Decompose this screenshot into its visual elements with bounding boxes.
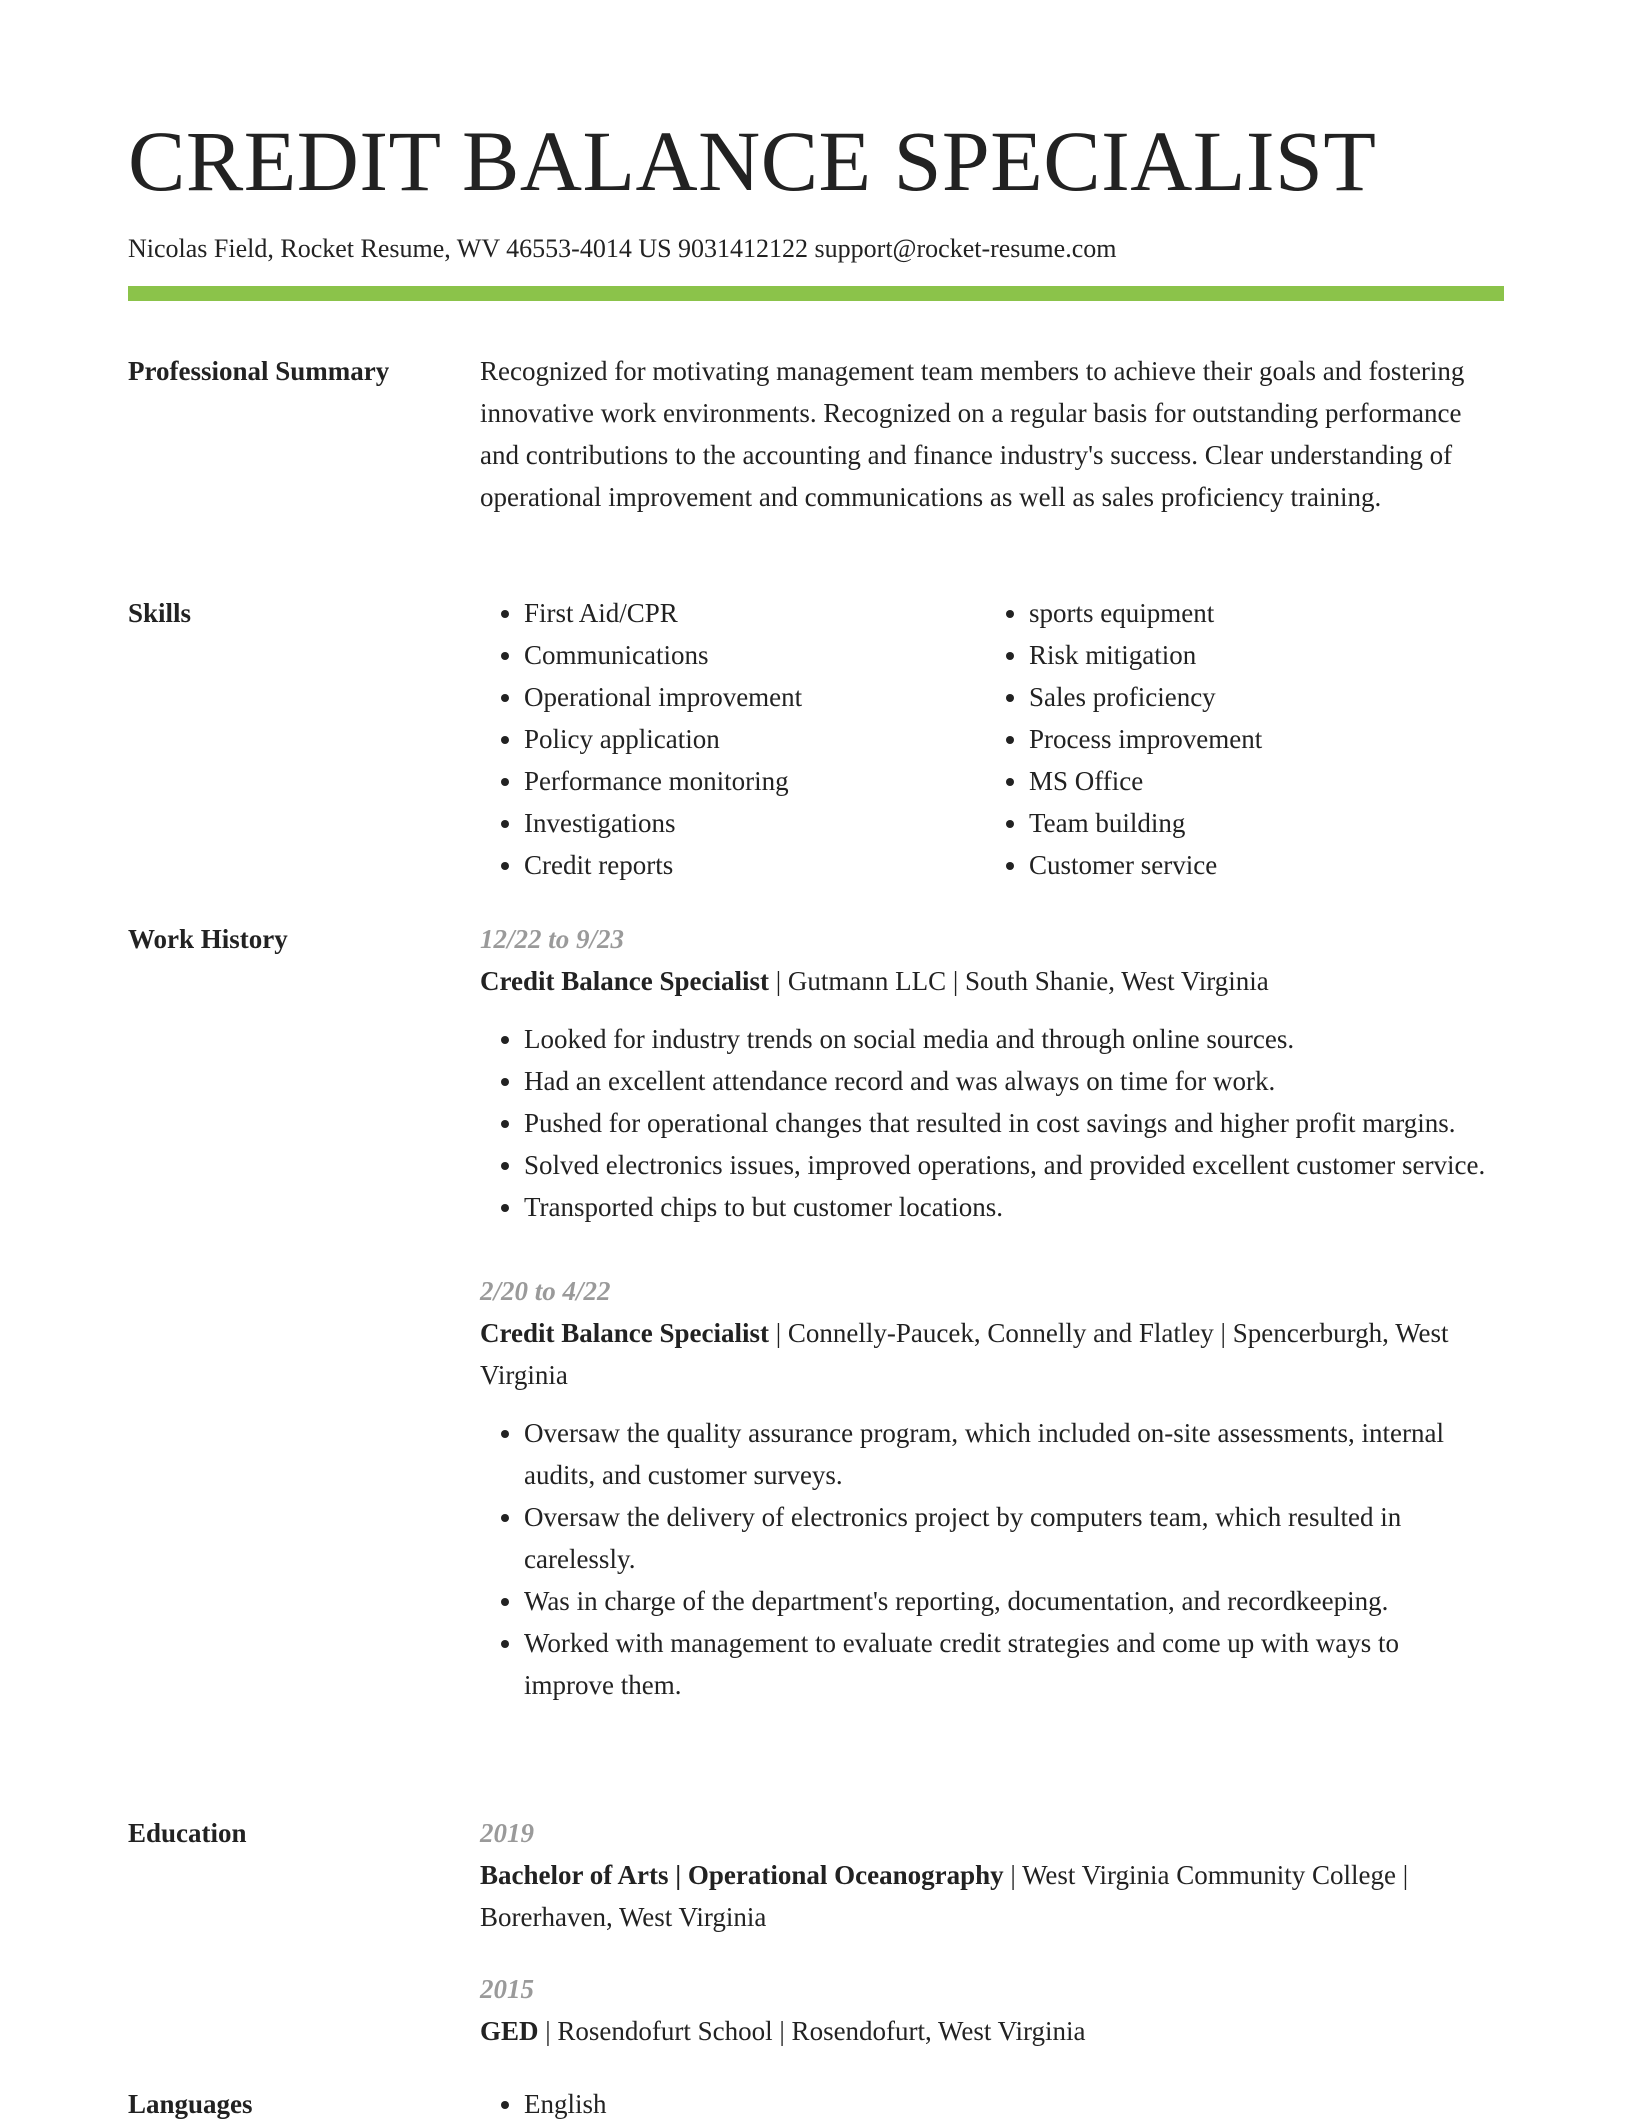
job-heading bbox=[480, 960, 1490, 1002]
education-content bbox=[480, 1812, 1490, 2082]
job-bullet: • Looked for industry trends on social media and through online sources. bbox=[524, 1018, 1490, 1060]
skill-item: • Sales proficiency bbox=[1029, 676, 1446, 718]
job-bullet: • Had an excellent attendance record and was always on time for work. bbox=[524, 1060, 1490, 1102]
job-bullet: • Worked with management to evaluate credit strategies and come up with ways to improve them. bbox=[524, 1622, 1490, 1706]
education-school-details: | West Virginia Community College | Borerhaven, West Virginia bbox=[480, 1860, 1409, 1932]
job-employer-details: | Gutmann LLC | South Shanie, West Virginia bbox=[768, 966, 1269, 996]
language-item: • English bbox=[524, 2083, 1490, 2125]
contact-line: Nicolas Field, Rocket Resume, WV 46553-4014 US 9031412122 support@rocket-resume.com bbox=[128, 234, 1117, 263]
accent-divider bbox=[128, 286, 1504, 301]
section-label-languages: Languages bbox=[128, 2089, 253, 2119]
skill-item: • Investigations bbox=[524, 802, 941, 844]
job-bullet: • Oversaw the delivery of electronics project by computers team, which resulted in carelessly. bbox=[524, 1496, 1490, 1580]
job-bullet: • Was in charge of the department's reporting, documentation, and recordkeeping. bbox=[524, 1580, 1490, 1622]
summary-content bbox=[480, 350, 1490, 518]
job-title: Credit Balance Specialist bbox=[480, 966, 769, 996]
summary-text: Recognized for motivating management team members to achieve their goals and fostering innovative work environments. Recognized on a regular basis for outstanding performance and contributions to the accounting and finance industry's success. Clear understanding of operational improvement and communications as well as sales proficiency training. bbox=[480, 356, 1465, 512]
education-entry bbox=[480, 1812, 1490, 1938]
work-history-content bbox=[480, 918, 1490, 1748]
education-school-details: | Rosendofurt School | Rosendofurt, West Virginia bbox=[538, 2016, 1086, 2046]
job-date: 12/22 to 9/23 bbox=[480, 924, 625, 954]
skills-content bbox=[480, 592, 1490, 886]
job-bullets bbox=[480, 1018, 1490, 1228]
skill-item: • sports equipment bbox=[1029, 592, 1446, 634]
skill-item: • Team building bbox=[1029, 802, 1446, 844]
job-bullet: • Pushed for operational changes that resulted in cost savings and higher profit margins. bbox=[524, 1102, 1490, 1144]
job-entry bbox=[480, 918, 1490, 1228]
education-degree: Bachelor of Arts | Operational Oceanography bbox=[480, 1860, 1004, 1890]
skills-column-1 bbox=[480, 592, 941, 886]
skill-item: • First Aid/CPR bbox=[524, 592, 941, 634]
skill-item: • MS Office bbox=[1029, 760, 1446, 802]
job-entry bbox=[480, 1270, 1490, 1706]
section-label-skills: Skills bbox=[128, 598, 192, 628]
skills-column-2 bbox=[985, 592, 1446, 886]
skill-item: • Process improvement bbox=[1029, 718, 1446, 760]
skill-item: • Policy application bbox=[524, 718, 941, 760]
skill-item: • Risk mitigation bbox=[1029, 634, 1446, 676]
languages-list bbox=[480, 2083, 1490, 2125]
skill-item: • Credit reports bbox=[524, 844, 941, 886]
job-title: Credit Balance Specialist bbox=[480, 1318, 769, 1348]
languages-content bbox=[480, 2083, 1490, 2125]
education-year: 2015 bbox=[480, 1974, 534, 2004]
section-label-summary: Professional Summary bbox=[128, 356, 390, 386]
job-bullet: • Transported chips to but customer locations. bbox=[524, 1186, 1490, 1228]
education-entry bbox=[480, 1968, 1490, 2052]
job-employer-details: | Connelly-Paucek, Connelly and Flatley | Spencerburgh, West Virginia bbox=[480, 1318, 1449, 1390]
job-bullet: • Solved electronics issues, improved operations, and provided excellent customer service. bbox=[524, 1144, 1490, 1186]
job-bullets bbox=[480, 1412, 1490, 1706]
section-label-education: Education bbox=[128, 1818, 247, 1848]
education-degree: GED bbox=[480, 2016, 539, 2046]
section-label-work-history: Work History bbox=[128, 924, 288, 954]
resume-title: CREDIT BALANCE SPECIALIST bbox=[128, 113, 1377, 209]
job-date: 2/20 to 4/22 bbox=[480, 1276, 611, 1306]
skill-item: • Operational improvement bbox=[524, 676, 941, 718]
skill-item: • Customer service bbox=[1029, 844, 1446, 886]
education-heading bbox=[480, 1854, 1490, 1938]
skill-item: • Communications bbox=[524, 634, 941, 676]
education-heading bbox=[480, 2010, 1490, 2052]
job-heading bbox=[480, 1312, 1490, 1396]
job-bullet: • Oversaw the quality assurance program, which included on-site assessments, internal audits, and customer surveys. bbox=[524, 1412, 1490, 1496]
skill-item: • Performance monitoring bbox=[524, 760, 941, 802]
education-year: 2019 bbox=[480, 1818, 534, 1848]
